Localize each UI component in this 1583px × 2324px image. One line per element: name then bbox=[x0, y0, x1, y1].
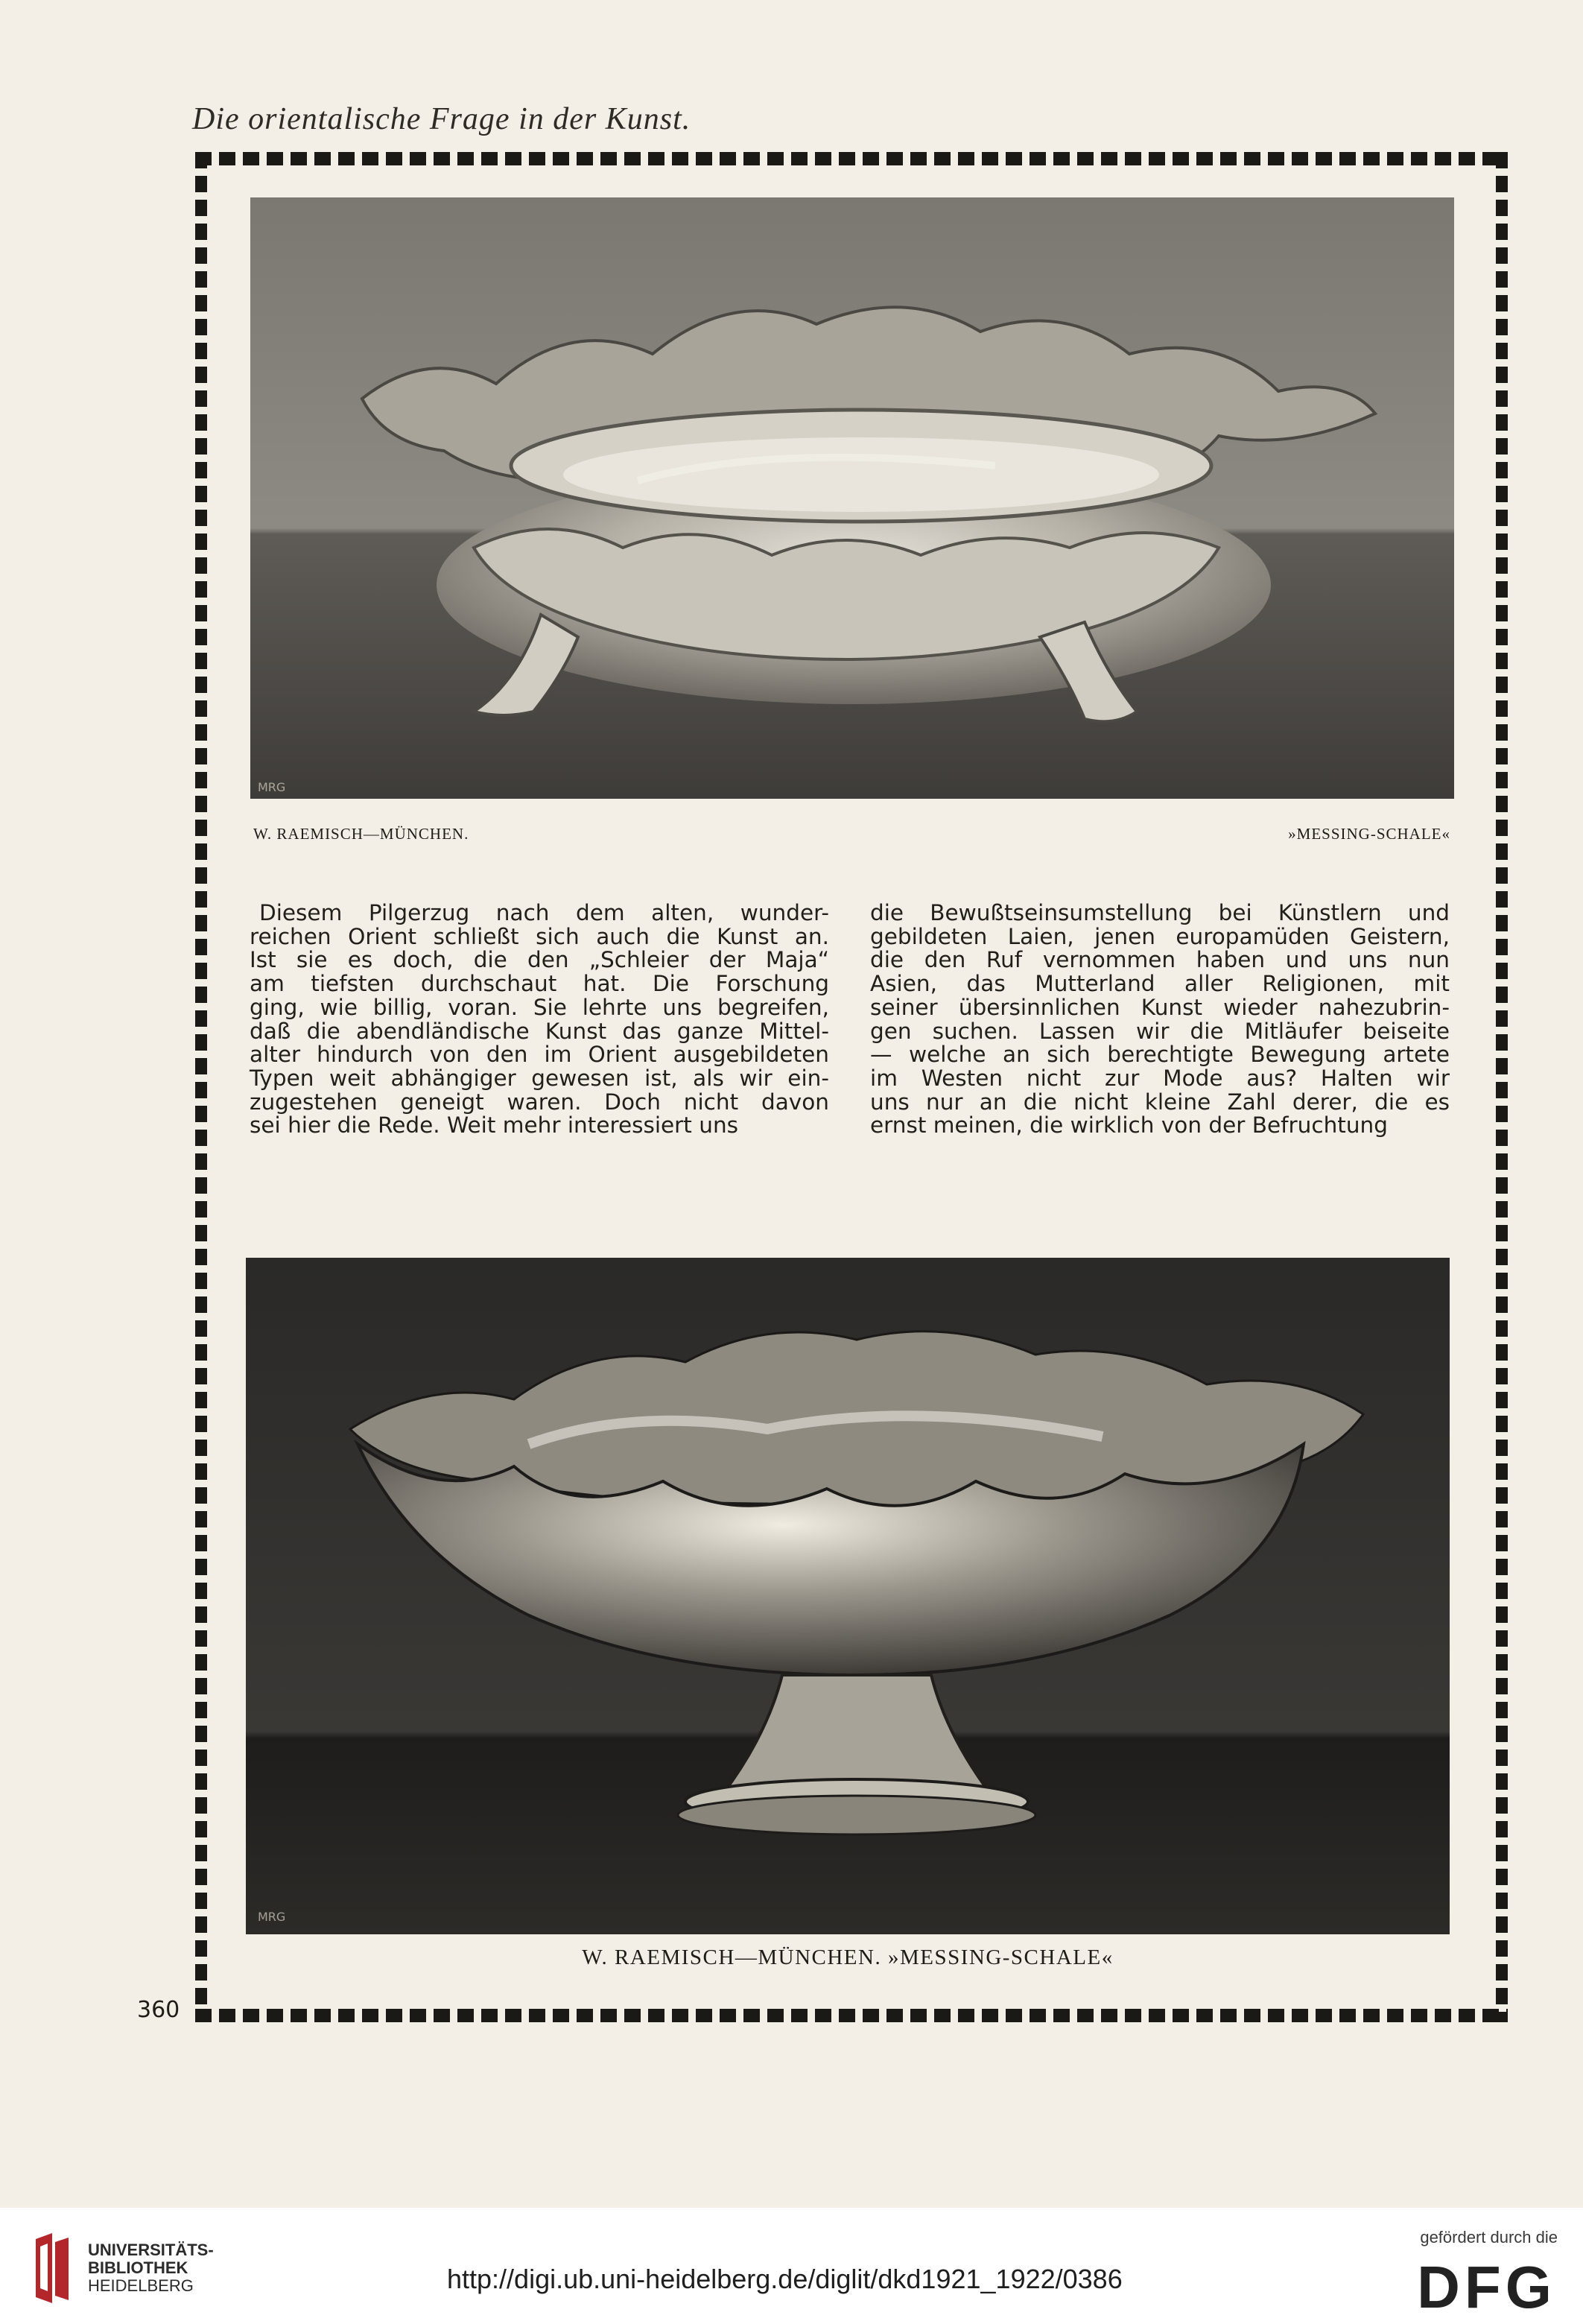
photo-monogram: MRG bbox=[258, 780, 286, 794]
text-line: ging, wie billig, voran. Sie lehrte uns begreifen, bbox=[250, 994, 829, 1020]
text-column-right bbox=[870, 902, 1450, 1138]
border-top bbox=[195, 152, 1508, 165]
source-url-link[interactable]: http://digi.ub.uni-heidelberg.de/diglit/dkd1921_1922/0386 bbox=[447, 2264, 1123, 2294]
text-line: am tiefsten durchschaut hat. Die Forschung bbox=[250, 971, 829, 997]
text-line: alter hindurch von den im Orient ausgebildeten bbox=[250, 1042, 829, 1068]
text-column-left bbox=[250, 902, 829, 1138]
figure2-caption: W. RAEMISCH—MÜNCHEN. »MESSING-SCHALE« bbox=[582, 1945, 1114, 1969]
running-head: Die orientalische Frage in der Kunst. bbox=[192, 102, 691, 136]
border-right bbox=[1496, 152, 1508, 2022]
library-name-line: BIBLIOTHEK bbox=[88, 2258, 188, 2277]
text-line: Typen weit abhängiger gewesen ist, als wir ein- bbox=[250, 1065, 829, 1091]
text-line: reichen Orient schließt sich auch die Kunst an. bbox=[250, 923, 829, 949]
text-line: sei hier die Rede. Weit mehr interessiert uns bbox=[250, 1112, 739, 1139]
figure1-caption-title: »MESSING-SCHALE« bbox=[1288, 825, 1450, 843]
text-line: ernst meinen, die wirklich von der Befruchtung bbox=[870, 1112, 1388, 1139]
text-line: — welche an sich berechtigte Bewegung artete bbox=[870, 1042, 1450, 1068]
text-line: die den Ruf vernommen haben und uns nun bbox=[870, 947, 1450, 973]
text-line: gebildeten Laien, jenen europamüden Geistern, bbox=[870, 923, 1450, 949]
dfg-logo: DFG bbox=[1417, 2254, 1556, 2320]
text-line: zugestehen geneigt waren. Doch nicht davon bbox=[250, 1089, 829, 1115]
border-left bbox=[195, 152, 207, 2022]
text-line: im Westen nicht zur Mode aus? Halten wir bbox=[870, 1065, 1450, 1091]
university-library-logo-icon bbox=[33, 2232, 72, 2306]
library-name-line: HEIDELBERG bbox=[88, 2276, 194, 2295]
text-line: gen suchen. Lassen wir die Mitläufer beiseite bbox=[870, 1018, 1450, 1044]
border-bottom bbox=[195, 2009, 1508, 2022]
text-line: daß die abendländische Kunst das ganze Mittel- bbox=[250, 1018, 829, 1044]
text-line: die Bewußtseinsumstellung bei Künstlern und bbox=[870, 900, 1450, 925]
photo-monogram: MRG bbox=[258, 1910, 286, 1924]
photo-brass-bowl-low bbox=[250, 197, 1454, 799]
text-line: Asien, das Mutterland aller Religionen, mit bbox=[870, 971, 1450, 997]
figure1-caption-artist: W. RAEMISCH—MÜNCHEN. bbox=[253, 825, 469, 843]
photo-brass-bowl-footed bbox=[246, 1258, 1450, 1934]
text-line: seiner übersinnlichen Kunst wieder nahezubrin- bbox=[870, 994, 1450, 1020]
text-line: Diesem Pilgerzug nach dem alten, wunder- bbox=[259, 900, 829, 925]
library-name-line: UNIVERSITÄTS- bbox=[88, 2241, 214, 2259]
text-line: Ist sie es doch, die den „Schleier der Maja“ bbox=[250, 947, 829, 973]
funding-note: gefördert durch die bbox=[1420, 2228, 1558, 2247]
text-line: uns nur an die nicht kleine Zahl derer, die es bbox=[870, 1089, 1450, 1115]
library-name bbox=[88, 2241, 214, 2295]
page-number: 360 bbox=[137, 1997, 180, 2023]
